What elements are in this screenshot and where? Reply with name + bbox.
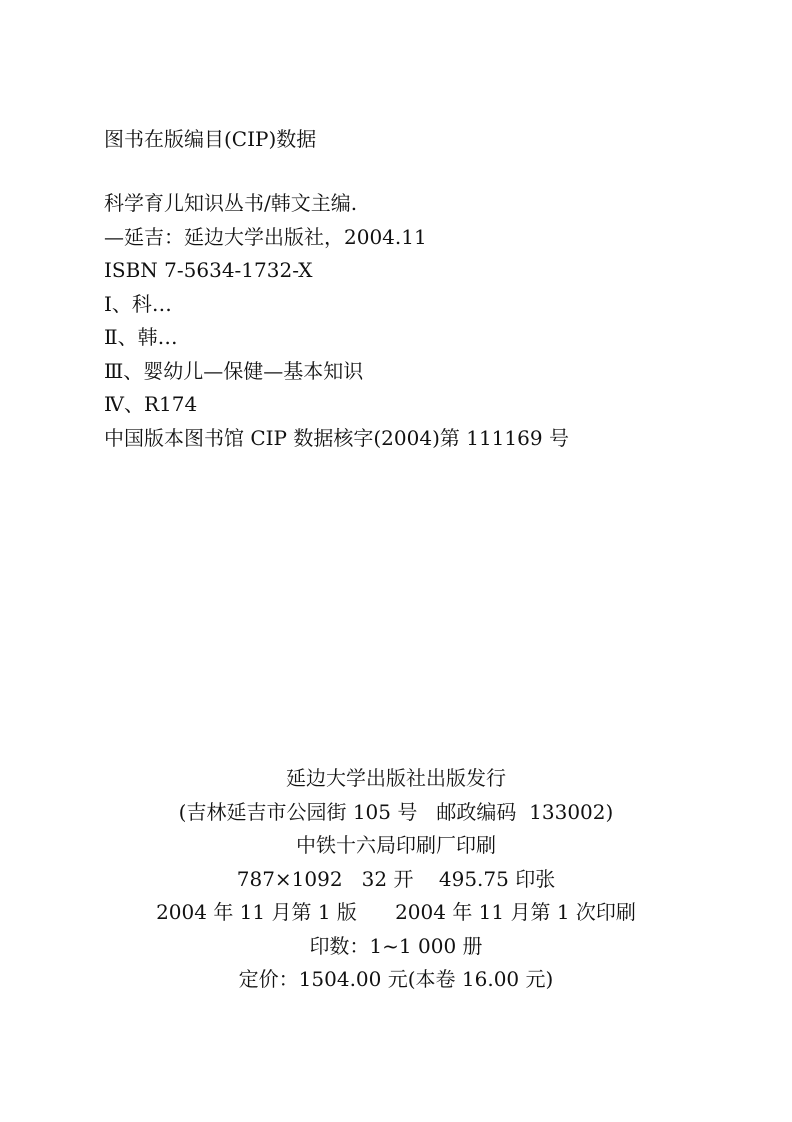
cip-publisher-line: —延吉：延边大学出版社，2004.11: [104, 224, 427, 249]
edition-line: 2004 年 11 月第 1 版 2004 年 11 月第 1 次印刷: [156, 900, 636, 924]
cip-subject-2: Ⅱ、韩…: [104, 325, 178, 349]
cip-title-line: 科学育儿知识丛书/韩文主编.: [104, 191, 358, 215]
printer-line: 中铁十六局印刷厂印刷: [296, 833, 496, 857]
cip-subject-3: Ⅲ、婴幼儿—保健—基本知识: [104, 358, 364, 383]
print-run-line: 印数：1~1 000 册: [309, 933, 483, 958]
publication-info-block: [0, 762, 792, 997]
format-line: 787×1092 32 开 495.75 印张: [236, 866, 556, 891]
publisher-line: 延边大学出版社出版发行: [286, 766, 506, 790]
cip-record-number: 中国版本图书馆 CIP 数据核字(2004)第 111169 号: [104, 425, 569, 450]
address-line: (吉林延吉市公园街 105 号 邮政编码 133002): [178, 799, 614, 824]
cip-isbn-line: ISBN 7-5634-1732-X: [104, 258, 313, 282]
cip-subject-4: Ⅳ、R174: [104, 392, 198, 416]
cip-heading: 图书在版编目(CIP)数据: [104, 127, 317, 151]
cip-data-block: [104, 124, 724, 455]
price-line: 定价：1504.00 元(本卷 16.00 元): [238, 967, 554, 991]
cip-subject-1: Ⅰ、科…: [104, 291, 172, 316]
